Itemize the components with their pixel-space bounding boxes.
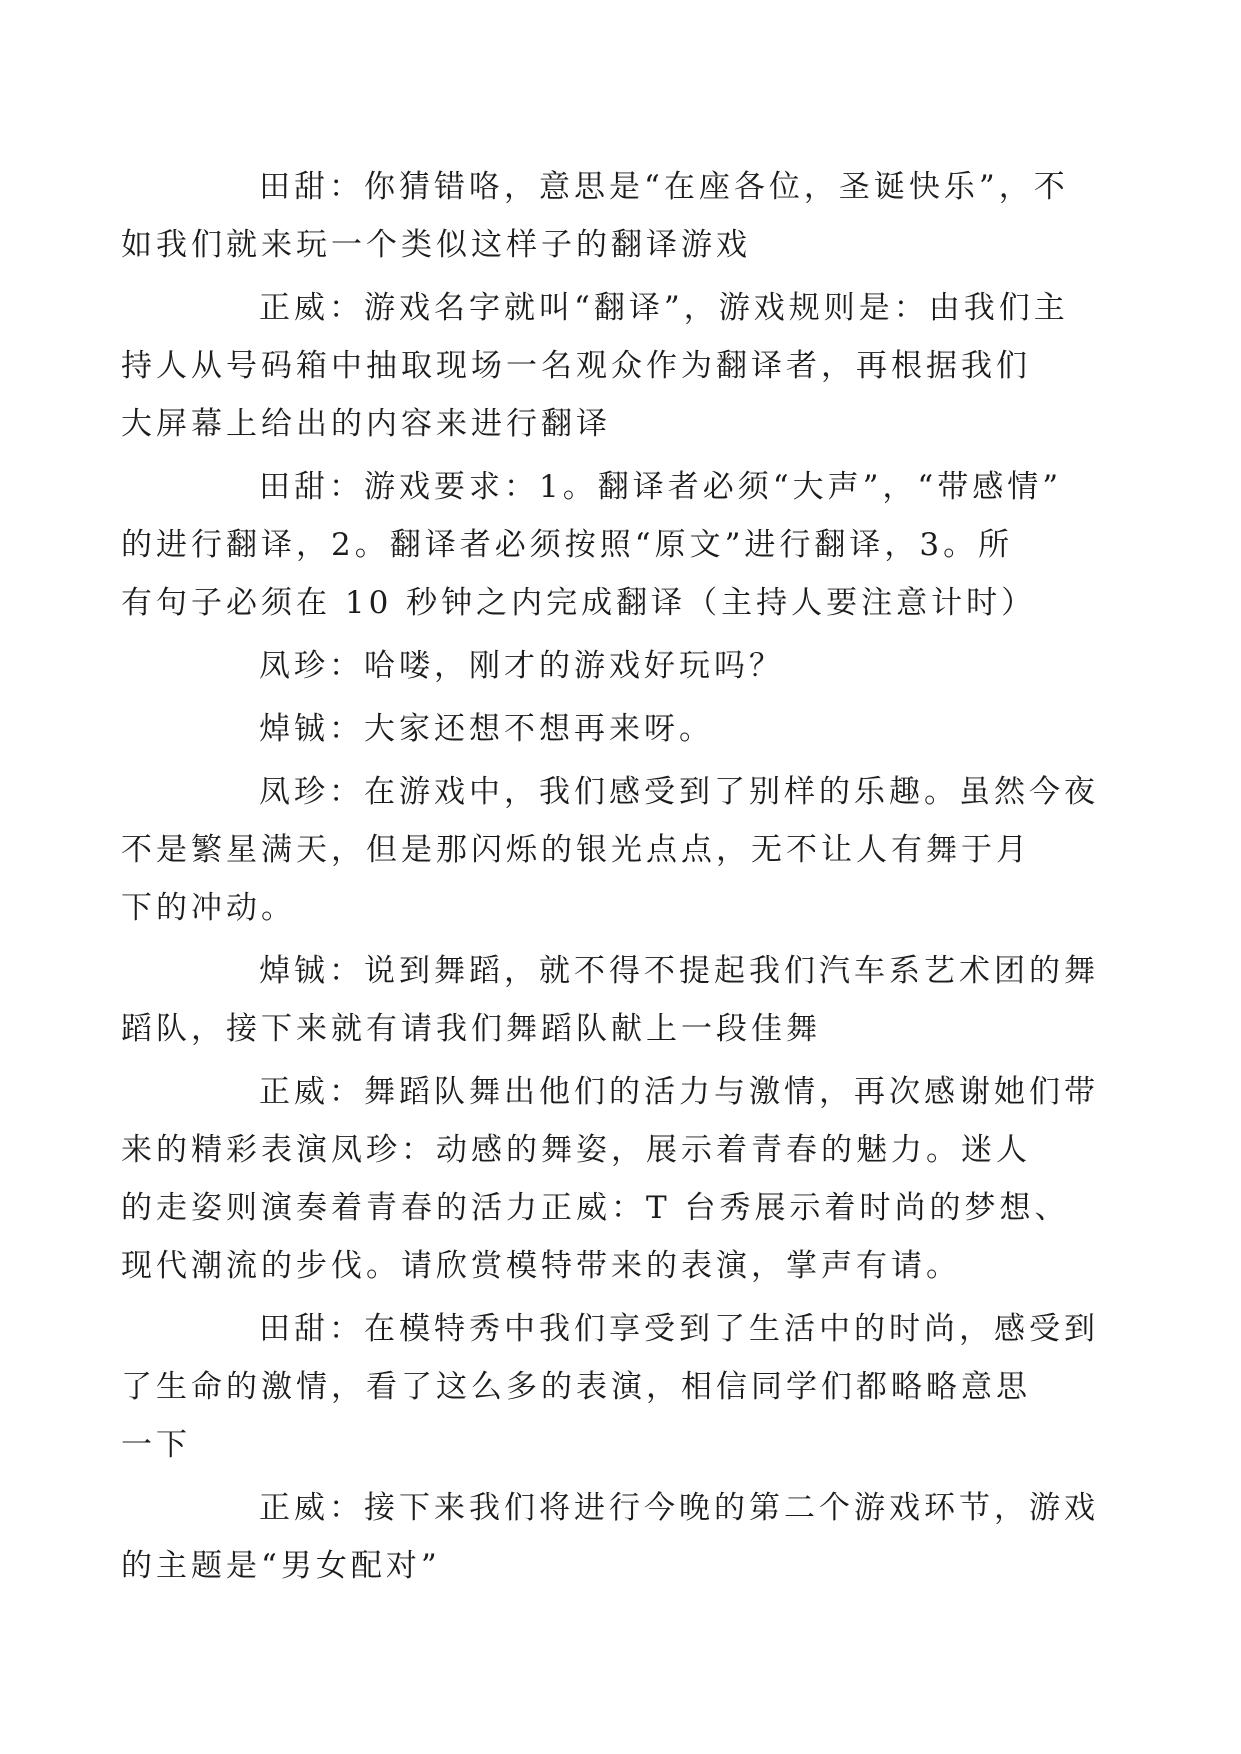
text-line: 的走姿则演奏着青春的活力正威：T 台秀展示着时尚的梦想、 bbox=[121, 1190, 1070, 1226]
text-line: 持人从号码箱中抽取现场一名观众作为翻译者，再根据我们 bbox=[121, 348, 1031, 384]
text-line: 焯铖：说到舞蹈，就不得不提起我们汽车系艺术团的舞 bbox=[259, 953, 1099, 989]
text-line: 焯铖：大家还想不想再来呀。 bbox=[259, 711, 714, 747]
text-line: 现代潮流的步伐。请欣赏模特带来的表演，掌声有请。 bbox=[121, 1248, 961, 1284]
text-line: 的进行翻译，2。翻译者必须按照“原文”进行翻译，3。所 bbox=[121, 527, 1014, 563]
text-line: 如我们就来玩一个类似这样子的翻译游戏 bbox=[121, 227, 751, 263]
text-line: 有句子必须在 10 秒钟之内完成翻译（主持人要注意计时） bbox=[121, 585, 1037, 621]
text-line: 蹈队，接下来就有请我们舞蹈队献上一段佳舞 bbox=[121, 1011, 821, 1047]
paragraph-3 bbox=[121, 458, 1070, 632]
paragraph-5 bbox=[190, 700, 1070, 758]
text-line: 来的精彩表演凤珍：动感的舞姿，展示着青春的魅力。迷人 bbox=[121, 1132, 1031, 1168]
text-line: 凤珍：在游戏中，我们感受到了别样的乐趣。虽然今夜 bbox=[259, 774, 1099, 810]
text-line: 田甜：游戏要求：1。翻译者必须“大声”，“带感情” bbox=[259, 469, 1063, 505]
paragraph-6 bbox=[121, 763, 1099, 937]
script-body bbox=[121, 158, 1099, 1600]
text-line: 大屏幕上给出的内容来进行翻译 bbox=[121, 406, 611, 442]
text-line: 凤珍：哈喽，刚才的游戏好玩吗？ bbox=[259, 648, 784, 684]
paragraph-4 bbox=[190, 637, 1070, 695]
text-line: 不是繁星满天，但是那闪烁的银光点点，无不让人有舞于月 bbox=[121, 832, 1031, 868]
text-line: 下的冲动。 bbox=[121, 890, 296, 926]
text-line: 一下 bbox=[121, 1427, 191, 1463]
paragraph-2 bbox=[121, 279, 1070, 453]
text-line: 了生命的激情，看了这么多的表演，相信同学们都略略意思 bbox=[121, 1369, 1031, 1405]
paragraph-10 bbox=[121, 1479, 1099, 1595]
text-line: 正威：游戏名字就叫“翻译”，游戏规则是：由我们主 bbox=[259, 290, 1069, 326]
text-line: 正威：舞蹈队舞出他们的活力与激情，再次感谢她们带 bbox=[259, 1074, 1099, 1110]
paragraph-7 bbox=[121, 942, 1099, 1058]
paragraph-8 bbox=[121, 1063, 1099, 1295]
text-line: 正威：接下来我们将进行今晚的第二个游戏环节，游戏 bbox=[259, 1490, 1099, 1526]
paragraph-1 bbox=[121, 158, 1070, 274]
text-line: 田甜：你猜错咯，意思是“在座各位，圣诞快乐”，不 bbox=[259, 169, 1069, 205]
paragraph-9 bbox=[121, 1300, 1099, 1474]
text-line: 田甜：在模特秀中我们享受到了生活中的时尚，感受到 bbox=[259, 1311, 1099, 1347]
text-line: 的主题是“男女配对” bbox=[121, 1548, 441, 1584]
